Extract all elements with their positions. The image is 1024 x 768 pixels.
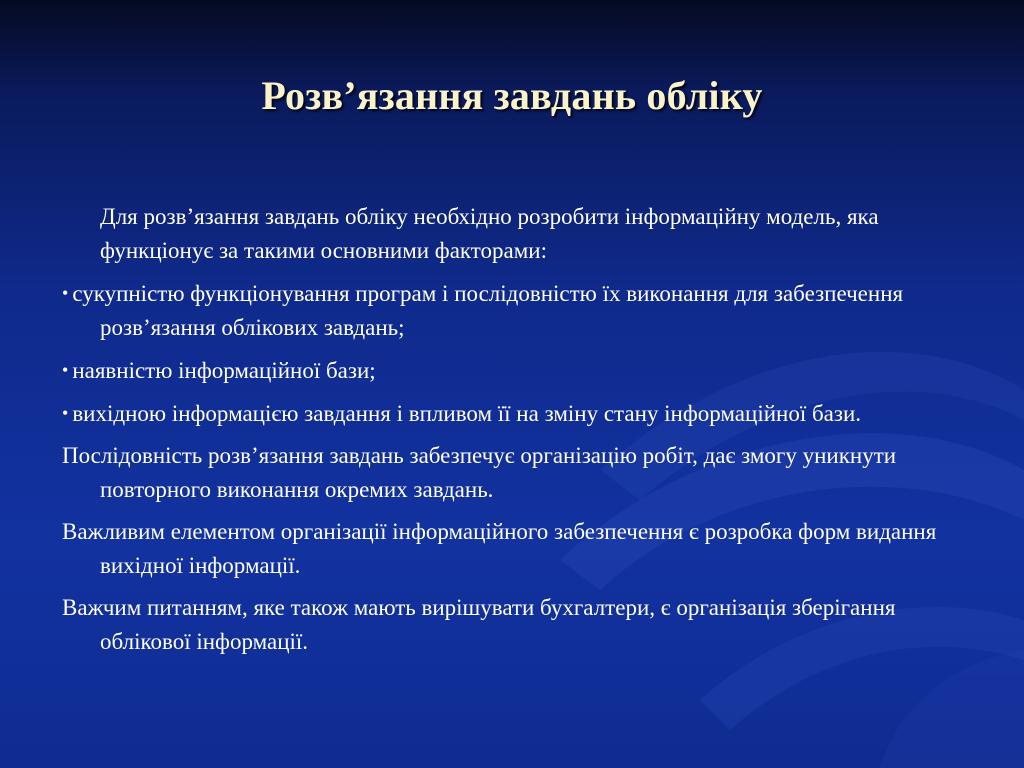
- bullet-item: [62, 396, 962, 431]
- body-paragraph: Важчим питанням, яке також мають вирішувати бухгалтери, є організація зберігання облікової інформації.: [62, 595, 896, 654]
- slide-title: Розв’язання завдань обліку: [261, 73, 763, 118]
- bullet-icon: •: [62, 283, 69, 303]
- bullet-item: [62, 353, 962, 388]
- bullet-icon: •: [62, 403, 69, 423]
- bullet-text: сукупністю функціонування програм і послідовністю їх виконання для забезпечення розв’язання облікових завдань;: [72, 281, 904, 340]
- slide-body: [62, 200, 962, 667]
- body-paragraph: Послідовність розв’язання завдань забезпечує організацію робіт, дає змогу уникнути повторного виконання окремих завдань.: [62, 443, 897, 502]
- bullet-text: вихідною інформацією завдання і впливом її на зміну стану інформаційної бази.: [72, 401, 862, 426]
- intro-paragraph: Для розв’язання завдань обліку необхідно розробити інформаційну модель, яка функціонує за такими основними факторами:: [100, 204, 879, 263]
- bullet-icon: •: [62, 360, 69, 380]
- bullet-text: наявністю інформаційної бази;: [72, 358, 376, 383]
- bullet-item: [62, 276, 962, 345]
- body-paragraph: Важливим елементом організації інформаційного забезпечення є розробка форм видання вихідної інформації.: [62, 519, 937, 578]
